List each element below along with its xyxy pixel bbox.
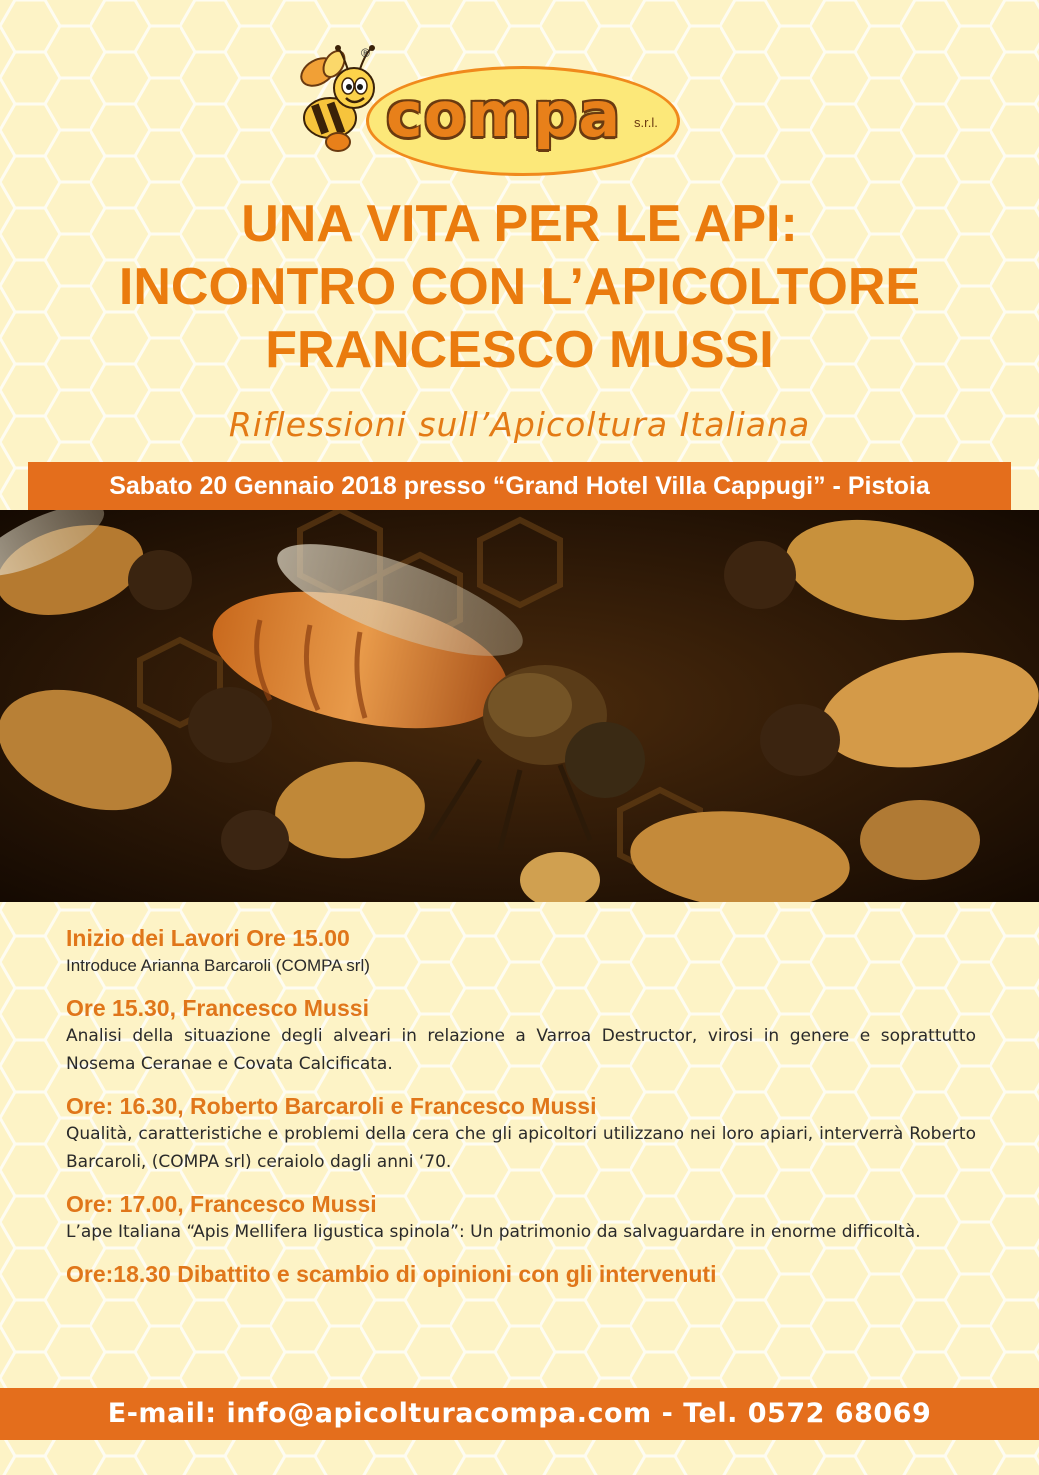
program-body: L’ape Italiana “Apis Mellifera ligustica spinola”: Un patrimonio da salvaguardare in enorme difficoltà.: [66, 1222, 921, 1242]
program-heading: Ore 15.30, Francesco Mussi: [66, 995, 369, 1021]
date-venue-band: Sabato 20 Gennaio 2018 presso “Grand Hotel Villa Cappugi” - Pistoia: [28, 462, 1011, 510]
program-item: [66, 1092, 976, 1176]
program-item: [66, 1190, 976, 1246]
bees-photo: [0, 510, 1039, 902]
logo-wordmark: compa: [386, 78, 622, 151]
title-line-2: INCONTRO CON L’APICOLTORE: [118, 258, 921, 316]
program-body: Qualità, caratteristiche e problemi della cera che gli apicoltori utilizzano nei loro apiari, interverrà Roberto Barcaroli, (COMPA srl) ceraiolo dagli anni ‘70.: [66, 1124, 976, 1172]
event-title: [0, 193, 1039, 382]
compa-logo: [288, 40, 688, 180]
program-item: [66, 1260, 976, 1288]
contact-band: E-mail: info@apicolturacompa.com - Tel. 0572 68069: [0, 1388, 1039, 1440]
title-line-1: UNA VITA PER LE API:: [241, 195, 798, 253]
program-body: Introduce Arianna Barcaroli (COMPA srl): [66, 956, 370, 975]
program-heading: Inizio dei Lavori Ore 15.00: [66, 925, 350, 951]
bees-photo-illustration: [0, 510, 1039, 902]
logo-suffix: s.r.l.: [634, 115, 658, 130]
program-heading: Ore: 17.00, Francesco Mussi: [66, 1191, 377, 1217]
program-item: [66, 994, 976, 1078]
program-body: Analisi della situazione degli alveari in relazione a Varroa Destructor, virosi in genere e soprattutto Nosema Ceranae e Covata Calcificata.: [66, 1026, 976, 1074]
event-subtitle: Riflessioni sull’Apicoltura Italiana: [228, 405, 811, 444]
program-item: [66, 924, 976, 980]
program-heading: Ore:18.30 Dibattito e scambio di opinioni con gli intervenuti: [66, 1261, 717, 1287]
program-heading: Ore: 16.30, Roberto Barcaroli e Francesco Mussi: [66, 1093, 597, 1119]
registered-mark: ®: [361, 46, 370, 60]
program-list: [66, 924, 976, 1302]
bee-mascot-icon: [288, 42, 388, 152]
title-line-3: FRANCESCO MUSSI: [265, 321, 774, 379]
